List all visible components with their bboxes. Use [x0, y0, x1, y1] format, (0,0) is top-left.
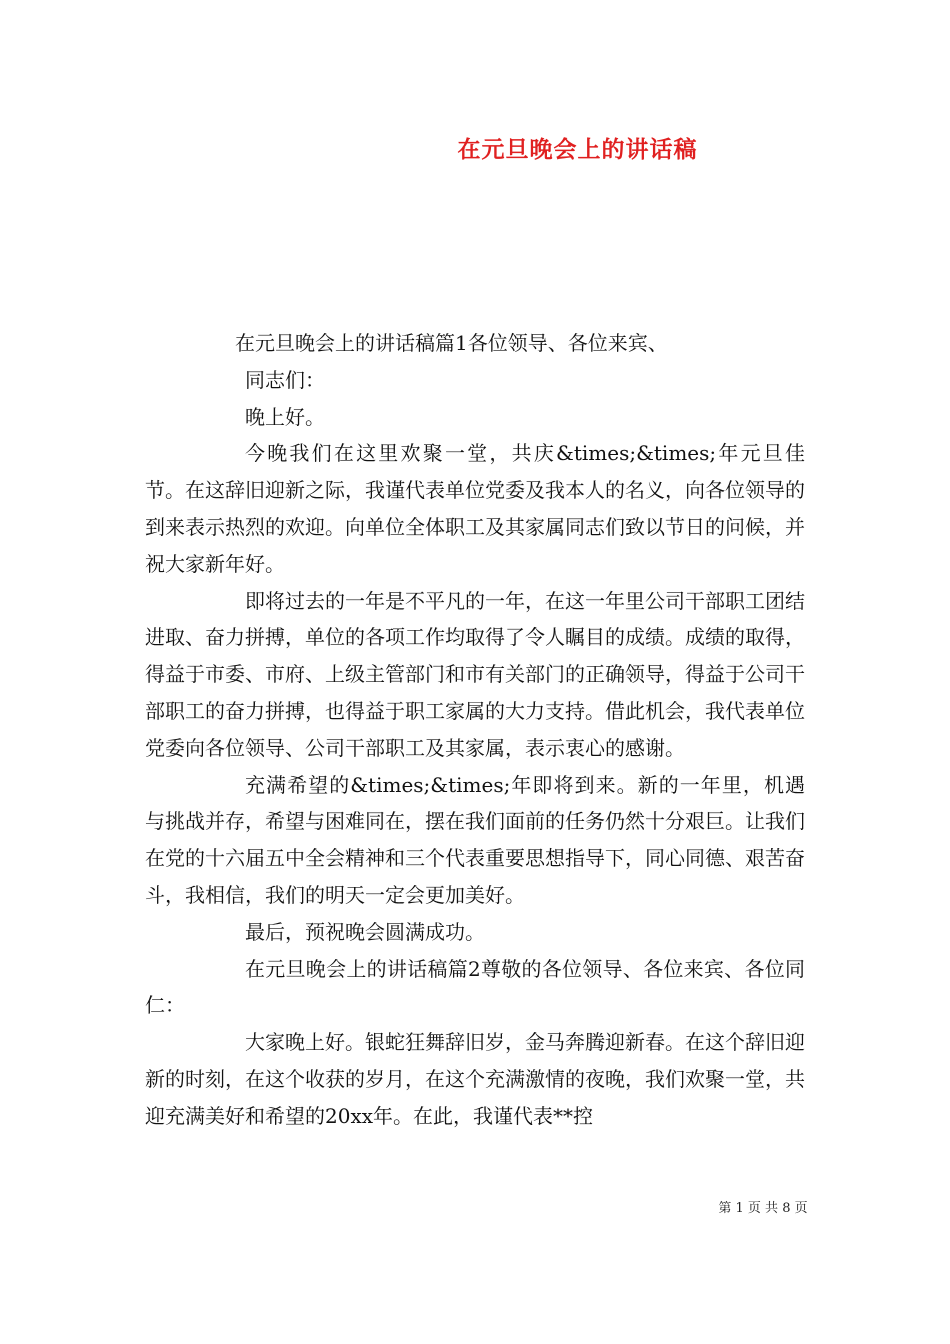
paragraph-5: 即将过去的一年是不平凡的一年，在这一年里公司干部职工团结进取、奋力拼搏，单位的各项工作均取得了令人瞩目的成绩。成绩的取得，得益于市委、市府、上级主管部门和市有关部门的正确领导，得益于公司干部职工的奋力拼搏，也得益于职工家属的大力支持。借此机会，我代表单位党委向各位领导、公司干部职工及其家属，表示衷心的感谢。 [145, 588, 805, 760]
paragraph-3: 晚上好。 [245, 404, 325, 429]
paragraph-8: 在元旦晚会上的讲话稿篇2尊敬的各位领导、各位来宾、各位同仁： [145, 956, 805, 1018]
paragraph-4: 今晚我们在这里欢聚一堂，共庆&times;&times;年元旦佳节。在这辞旧迎新之际，我谨代表单位党委及我本人的名义，向各位领导的到来表示热烈的欢迎。向单位全体职工及其家属同志们致以节日的问候，并祝大家新年好。 [145, 441, 805, 576]
document-body [145, 325, 805, 1135]
page-footer [0, 1198, 950, 1220]
page-number: 第 1 页 共 8 页 [718, 1201, 808, 1216]
document-title [0, 128, 950, 172]
paragraph-1: 在元旦晚会上的讲话稿篇1各位领导、各位来宾、 [235, 331, 668, 355]
paragraph-6: 充满希望的&times;&times;年即将到来。新的一年里，机遇与挑战并存，希望与困难同在，摆在我们面前的任务仍然十分艰巨。让我们在党的十六届五中全会精神和三个代表重要思想指导下，同心同德、艰苦奋斗，我相信，我们的明天一定会更加美好。 [145, 772, 805, 907]
paragraph-9: 大家晚上好。银蛇狂舞辞旧岁，金马奔腾迎新春。在这个辞旧迎新的时刻，在这个收获的岁月，在这个充满激情的夜晚，我们欢聚一堂，共迎充满美好和希望的20xx年。在此，我谨代表**控 [145, 1030, 805, 1128]
paragraph-2: 同志们： [245, 367, 325, 392]
paragraph-7: 最后，预祝晚会圆满成功。 [245, 919, 485, 944]
document-title-text: 在元旦晚会上的讲话稿 [457, 136, 698, 163]
